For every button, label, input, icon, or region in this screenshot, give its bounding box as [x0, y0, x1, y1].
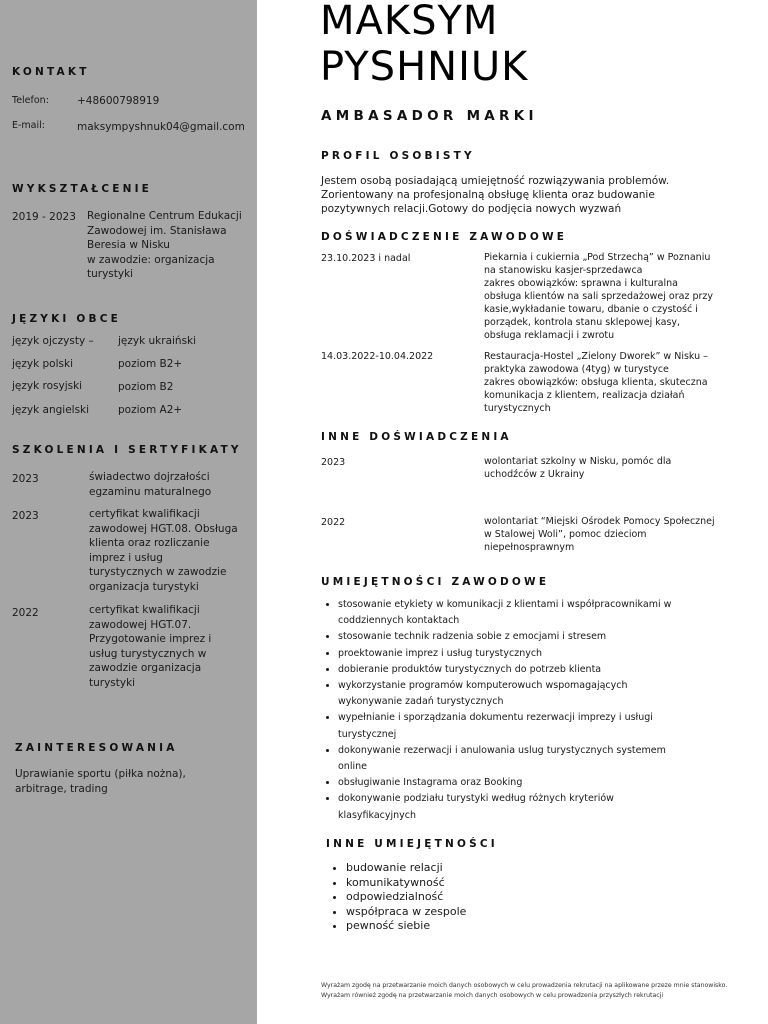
certificate-description [89, 603, 255, 690]
languages-heading: JĘZYKI OBCE [12, 313, 122, 325]
skill-line: • wykorzystanie programów komputerowuch wspomagających [338, 680, 628, 692]
other-skills-list [329, 861, 646, 934]
interests-heading: ZAINTERESOWANIA [15, 742, 178, 754]
language-name: język rosyjski [12, 380, 83, 392]
certificate-line: imprez i usług [89, 551, 163, 564]
certificate-description [89, 470, 255, 499]
certificate-description [89, 507, 255, 594]
other-skill-item: • budowanie relacji [346, 861, 646, 876]
phone-label: Telefon: [12, 95, 49, 106]
experience-date: 14.03.2022-10.04.2022 [321, 351, 434, 362]
job-title: AMBASADOR MARKI [321, 108, 538, 124]
email-label: E-mail: [12, 120, 45, 131]
certificate-year: 2023 [12, 473, 39, 485]
certificate-year: 2022 [12, 607, 39, 619]
certificate-line: Przygotowanie imprez i [89, 633, 212, 645]
skill-item [338, 597, 758, 629]
skill-line: turystycznej [338, 728, 397, 740]
skill-line: • obsługiwanie Instagrama oraz Booking [338, 777, 523, 789]
skill-item [338, 710, 758, 742]
skill-line: coddziennych kontaktach [338, 615, 460, 627]
certificate-line: klienta oraz rozliczanie [89, 537, 210, 549]
profile-line: Jestem osobą posiadającą umiejętność rozwiązywania problemów. [321, 175, 670, 187]
other-experience-line: niepełnosprawnym [484, 542, 575, 553]
skill-line: • dobieranie produktów turystycznych do potrzeb klienta [338, 663, 602, 675]
consent-line: Wyrażam zgodę na przetwarzanie moich danych osobowych w celu prowadzenia rekrutacji na aplikowane przeze mnie stanowisko. [321, 982, 728, 989]
certificates-heading: SZKOLENIA I SERTYFIKATY [12, 444, 242, 456]
language-level: poziom B2 [118, 381, 174, 393]
other-experience-heading: INNE DOŚWIADCZENIA [321, 431, 512, 443]
skill-item [338, 646, 758, 662]
experience-line: praktyka zawodowa (4tyg) w turystyce [484, 364, 669, 375]
certificate-line: organizacja turystyki [89, 580, 199, 593]
education-line: Beresia w Nisku [87, 239, 170, 251]
certificate-line: turystycznych w zawodzie [89, 566, 227, 578]
education-heading: WYKSZTAŁCENIE [12, 183, 153, 195]
education-line: Regionalne Centrum Edukacji [87, 210, 242, 222]
contact-heading: KONTAKT [12, 66, 90, 78]
skill-line: • proektowanie imprez i usług turystycznych [338, 647, 543, 659]
certificate-year: 2023 [12, 510, 39, 522]
experience-line: komunikacja z klientem, realizacja działań [484, 390, 685, 401]
other-experience-line: wolontariat “Miejski Ośrodek Pomocy Społecznej [484, 516, 715, 527]
other-experience-date: 2023 [321, 457, 346, 468]
profile-line: Zorientowany na profesjonalną obsługę klienta oraz budowanie [321, 189, 655, 201]
profile-line: pozytywnych relacji.Gotowy do podjęcia nowych wyzwań [321, 203, 622, 215]
other-skill-item: • współpraca w zespole [346, 905, 646, 920]
skill-item [338, 791, 758, 823]
other-skills-heading: INNE UMIEJĘTNOŚCI [326, 838, 498, 850]
sidebar [0, 0, 257, 1024]
other-skill-item: • pewność siebie [346, 919, 646, 934]
certificate-line: turystyki [89, 676, 136, 689]
skills-list [321, 597, 758, 824]
experience-line: porządek, kontrola stanu sklepowej kasy, [484, 317, 681, 328]
language-name: język angielski [12, 404, 90, 416]
certificate-line: zawodzie organizacja [89, 662, 202, 674]
education-school [87, 209, 257, 282]
language-level: język ukraiński [118, 335, 197, 347]
skill-line: klasyfikacyjnych [338, 809, 417, 821]
experience-line: obsługa reklamacji i zwrotu [484, 330, 615, 341]
education-line: turystyki [87, 268, 134, 280]
experience-description [484, 251, 744, 342]
experience-line: na stanowisku kasjer-sprzedawca [484, 265, 643, 276]
certificate-line: certyfikat kwalifikacji [89, 508, 200, 520]
profile-text [321, 174, 741, 216]
other-experience-line: w Stalowej Woli”, pomoc dzieciom [484, 529, 647, 540]
certificate-line: świadectwo dojrzałości [89, 471, 210, 483]
other-experience-description [484, 455, 744, 481]
skill-line: online [338, 761, 367, 773]
consent-clause [321, 981, 727, 1001]
experience-line: Piekarnia i cukiernia „Pod Strzechą” w Poznaniu [484, 252, 711, 263]
interests-text [15, 767, 250, 796]
other-skill-item: • komunikatywność [346, 876, 646, 891]
language-level: poziom A2+ [118, 404, 183, 416]
experience-heading: DOŚWIADCZENIE ZAWODOWE [321, 231, 568, 243]
experience-line: zakres obowiązków: obsługa klienta, skuteczna [484, 377, 708, 388]
language-name: język ojczysty – [12, 335, 94, 347]
certificate-line: zawodowej HGT.07. [89, 618, 192, 631]
email-value: maksympyshnuk04@gmail.com [77, 121, 245, 133]
certificate-line: certyfikat kwalifikacji [89, 604, 200, 616]
education-line: w zawodzie: organizacja [87, 253, 215, 266]
skill-item [338, 743, 758, 775]
other-experience-line: uchodźców z Ukrainy [484, 469, 585, 480]
experience-line: obsługa klientów na sali sprzedażowej oraz przy [484, 291, 714, 302]
interests-line: arbitrage, trading [15, 782, 108, 795]
profile-heading: PROFIL OSOBISTY [321, 150, 475, 162]
skill-line: • stosowanie technik radzenia sobie z emocjami i stresem [338, 631, 607, 643]
experience-date: 23.10.2023 i nadal [321, 253, 411, 264]
first-name: MAKSYM [320, 0, 499, 44]
certificate-line: zawodowej HGT.08. Obsługa [89, 522, 238, 535]
phone-value: +48600798919 [77, 95, 160, 107]
skill-item [338, 678, 758, 710]
skill-line: • stosowanie etykiety w komunikacji z klientami i współpracownikami w [338, 599, 672, 610]
certificate-line: usług turystycznych w [89, 647, 207, 660]
other-experience-description [484, 515, 746, 554]
last-name: PYSHNIUK [320, 44, 529, 90]
skill-line: • dokonywanie rezerwacji i anulowania uslug turystycznych systemem [338, 744, 666, 756]
education-line: Zawodowej im. Stanisława [87, 224, 227, 237]
experience-line: zakres obowiązków: sprawna i kulturalna [484, 278, 678, 289]
skill-item [338, 662, 758, 678]
language-level: poziom B2+ [118, 358, 183, 370]
other-experience-line: wolontariat szkolny w Nisku, pomóc dla [484, 456, 672, 467]
skill-line: wykonywanie zadań turystycznych [338, 696, 504, 708]
skill-item [338, 629, 758, 645]
consent-line: Wyrażam również zgodę na przetwarzanie moich danych osobowych w celu prowadzenia przyszłych rekrutacji [321, 992, 664, 999]
experience-line: kasie,wykładanie towaru, dbanie o czystość i [484, 304, 698, 315]
experience-line: turystycznych [484, 403, 551, 414]
interests-line: Uprawianie sportu (piłka nożna), [15, 768, 186, 780]
skill-line: • dokonywanie podziału turystyki według różnych kryteriów [338, 793, 614, 805]
other-skill-item: • odpowiedzialność [346, 890, 646, 905]
language-name: język polski [12, 358, 73, 370]
skills-heading: UMIEJĘTNOŚCI ZAWODOWE [321, 576, 550, 588]
certificate-line: egzaminu maturalnego [89, 485, 212, 498]
experience-description [484, 350, 744, 415]
other-experience-date: 2022 [321, 517, 346, 528]
education-years: 2019 - 2023 [12, 211, 76, 223]
full-name [320, 0, 528, 90]
skill-item [338, 775, 758, 791]
skill-line: • wypełnianie i sporządzania dokumentu rezerwacji imprezy i usługi [338, 712, 653, 724]
experience-line: Restauracja-Hostel „Zielony Dworek” w Nisku – [484, 351, 708, 362]
